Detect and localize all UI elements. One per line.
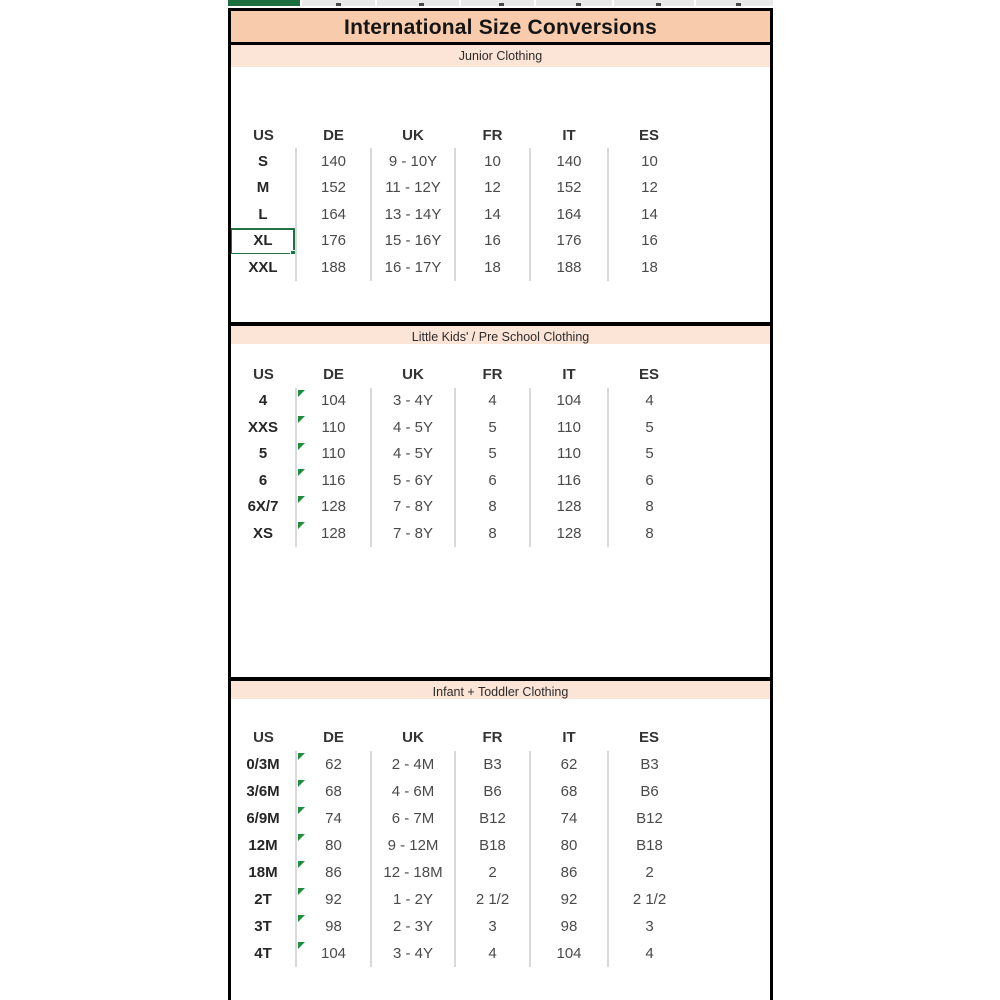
cell-uk[interactable]: 3 - 4Y [371, 940, 455, 967]
table-row [231, 494, 770, 521]
cell-de[interactable]: 68 [296, 778, 371, 805]
cell-de[interactable]: 140 [296, 148, 371, 175]
cell-de[interactable]: 164 [296, 201, 371, 228]
title-cell[interactable]: International Size Conversions [231, 11, 770, 45]
cell-fr[interactable]: 18 [455, 254, 530, 281]
error-flag-icon [298, 416, 305, 423]
cell-us[interactable]: 5 [231, 441, 296, 468]
cell-it[interactable]: 98 [530, 913, 608, 940]
section-header-2[interactable]: Little Kids' / Pre School Clothing [231, 322, 770, 344]
col-header-it[interactable]: IT [562, 729, 576, 746]
cell-us[interactable]: 4 [231, 388, 296, 415]
clipped-text-fragment [736, 3, 741, 6]
cell-us[interactable]: M [231, 175, 296, 202]
empty-cell[interactable] [690, 859, 770, 886]
error-flag-icon [298, 753, 305, 760]
cell-fr[interactable]: 16 [455, 228, 530, 255]
table-row [231, 751, 770, 778]
clipped-top-row [228, 0, 773, 6]
cell-us[interactable]: 3/6M [231, 778, 296, 805]
cell-uk[interactable]: 2 - 3Y [371, 913, 455, 940]
cell-de[interactable]: 128 [296, 520, 371, 547]
cell-it[interactable]: 104 [530, 940, 608, 967]
table-row [231, 940, 770, 967]
clipped-cell[interactable] [614, 0, 694, 6]
empty-cell[interactable] [690, 886, 770, 913]
col-header-uk[interactable]: UK [402, 366, 424, 383]
empty-cell[interactable] [690, 494, 770, 521]
cell-it[interactable]: 152 [530, 175, 608, 202]
cell-es[interactable]: B18 [636, 836, 663, 854]
table-row [231, 201, 770, 228]
table-row [231, 148, 770, 175]
cell-it[interactable]: 104 [530, 388, 608, 415]
table-row [231, 832, 770, 859]
cell-de[interactable]: 152 [296, 175, 371, 202]
cell-fr[interactable]: B18 [455, 832, 530, 859]
error-flag-icon [298, 861, 305, 868]
table-row [231, 414, 770, 441]
cell-it[interactable]: 188 [530, 254, 608, 281]
cell-fr[interactable]: 5 [455, 441, 530, 468]
cell-us[interactable]: XL [231, 228, 296, 255]
clipped-cell[interactable] [696, 0, 773, 6]
cell-it[interactable]: 140 [530, 148, 608, 175]
clipped-cell[interactable] [377, 0, 459, 6]
section-header-3[interactable]: Infant + Toddler Clothing [231, 677, 770, 699]
cell-uk[interactable]: 12 - 18M [371, 859, 455, 886]
cell-es[interactable]: 3 [645, 917, 654, 935]
error-flag-icon [298, 807, 305, 814]
empty-cell[interactable] [690, 441, 770, 468]
cell-es[interactable]: 2 1/2 [632, 890, 667, 908]
clipped-cell[interactable] [536, 0, 612, 6]
empty-cell[interactable] [690, 414, 770, 441]
column-header-row [231, 122, 770, 148]
cell-de[interactable]: 98 [296, 913, 371, 940]
table-row [231, 778, 770, 805]
cell-us[interactable]: 4T [231, 940, 296, 967]
col-header-de[interactable]: DE [323, 366, 344, 383]
cell-us[interactable]: 6/9M [231, 805, 296, 832]
cell-es[interactable]: 8 [645, 524, 654, 542]
cell-it[interactable]: 92 [530, 886, 608, 913]
error-flag-icon [298, 469, 305, 476]
col-header-it[interactable]: IT [562, 126, 576, 144]
conversion-table-2 [231, 362, 771, 547]
cell-us[interactable]: S [231, 148, 296, 175]
cell-es[interactable]: 4 [645, 392, 654, 410]
col-header-de[interactable]: DE [323, 729, 344, 746]
cell-uk[interactable]: 4 - 6M [371, 778, 455, 805]
clipped-cell[interactable] [461, 0, 534, 6]
cell-it[interactable]: 68 [530, 778, 608, 805]
cell-uk[interactable]: 9 - 12M [371, 832, 455, 859]
empty-cell[interactable] [690, 751, 770, 778]
cell-es[interactable]: 5 [645, 445, 654, 463]
cell-es[interactable]: 8 [645, 498, 654, 516]
cell-it[interactable]: 164 [530, 201, 608, 228]
cell-us[interactable]: 6 [231, 467, 296, 494]
cell-it[interactable]: 110 [530, 414, 608, 441]
column-header-row [231, 725, 770, 751]
error-flag-icon [298, 496, 305, 503]
cell-es[interactable]: 6 [645, 471, 654, 489]
cell-es[interactable]: 12 [641, 179, 658, 197]
spreadsheet-region [228, 8, 773, 1000]
col-header-it[interactable]: IT [562, 366, 576, 383]
empty-cell[interactable] [690, 520, 770, 547]
cell-de[interactable]: 74 [296, 805, 371, 832]
cell-de[interactable]: 176 [296, 228, 371, 255]
empty-cell[interactable] [690, 175, 770, 202]
cell-de[interactable]: 116 [296, 467, 371, 494]
cell-us[interactable]: 3T [231, 913, 296, 940]
error-flag-icon [298, 888, 305, 895]
cell-it[interactable]: 74 [530, 805, 608, 832]
cell-fr[interactable]: B3 [455, 751, 530, 778]
cell-us[interactable]: 6X/7 [231, 494, 296, 521]
section-header-1[interactable]: Junior Clothing [231, 45, 770, 67]
cell-fr[interactable]: 3 [455, 913, 530, 940]
empty-rows [231, 547, 770, 677]
empty-cell[interactable] [690, 388, 770, 415]
clipped-text-fragment [656, 3, 661, 6]
col-header-uk[interactable]: UK [402, 126, 424, 144]
cell-fr[interactable]: 4 [455, 388, 530, 415]
cell-es[interactable]: B3 [640, 755, 659, 773]
table-row [231, 388, 770, 415]
empty-cell[interactable] [690, 805, 770, 832]
cell-es[interactable]: 14 [641, 205, 658, 223]
cell-fr[interactable]: 4 [455, 940, 530, 967]
cell-fr[interactable]: 8 [455, 520, 530, 547]
table-row [231, 913, 770, 940]
cell-uk[interactable]: 16 - 17Y [371, 254, 455, 281]
empty-rows [231, 67, 770, 122]
cell-de[interactable]: 92 [296, 886, 371, 913]
clipped-text-fragment [576, 3, 581, 6]
cell-us[interactable]: L [231, 201, 296, 228]
empty-cell[interactable] [690, 254, 770, 281]
col-header-fr[interactable]: FR [482, 126, 503, 144]
table-row [231, 254, 770, 281]
empty-cell[interactable] [690, 201, 770, 228]
error-flag-icon [298, 942, 305, 949]
cell-de[interactable]: 62 [296, 751, 371, 778]
table-row [231, 886, 770, 913]
cell-de[interactable]: 104 [296, 388, 371, 415]
empty-cell[interactable] [690, 228, 770, 255]
cell-fr[interactable]: 5 [455, 414, 530, 441]
clipped-text-fragment [419, 3, 424, 6]
empty-cell[interactable] [690, 913, 770, 940]
cell-de[interactable]: 86 [296, 859, 371, 886]
cell-us[interactable]: 2T [231, 886, 296, 913]
cell-uk[interactable]: 13 - 14Y [371, 201, 455, 228]
cell-us[interactable]: 12M [231, 832, 296, 859]
clipped-cell-green[interactable] [228, 0, 300, 6]
table-row [231, 520, 770, 547]
cell-de[interactable]: 104 [296, 940, 371, 967]
cell-uk[interactable]: 9 - 10Y [371, 148, 455, 175]
cell-it[interactable]: 116 [530, 467, 608, 494]
empty-cell[interactable] [690, 832, 770, 859]
empty-cell[interactable] [690, 122, 770, 148]
cell-it[interactable]: 110 [530, 441, 608, 468]
cell-fr[interactable]: 6 [455, 467, 530, 494]
cell-it[interactable]: 176 [530, 228, 608, 255]
table-row [231, 859, 770, 886]
cell-fr[interactable]: 2 1/2 [455, 886, 530, 913]
col-header-uk[interactable]: UK [402, 729, 424, 746]
cell-it[interactable]: 62 [530, 751, 608, 778]
conversion-table-3 [231, 725, 771, 967]
cell-it[interactable]: 128 [530, 520, 608, 547]
cell-us[interactable]: XXS [231, 414, 296, 441]
col-header-es[interactable]: ES [638, 126, 659, 144]
empty-rows [231, 281, 770, 322]
cell-uk[interactable]: 7 - 8Y [371, 494, 455, 521]
cell-de[interactable]: 128 [296, 494, 371, 521]
cell-de[interactable]: 80 [296, 832, 371, 859]
cell-uk[interactable]: 2 - 4M [371, 751, 455, 778]
error-flag-icon [298, 522, 305, 529]
cell-es[interactable]: 4 [645, 944, 654, 962]
cell-fr[interactable]: 12 [455, 175, 530, 202]
cell-uk[interactable]: 5 - 6Y [371, 467, 455, 494]
cell-fr[interactable]: 10 [455, 148, 530, 175]
cell-es[interactable]: 16 [641, 232, 658, 250]
cell-uk[interactable]: 11 - 12Y [371, 175, 455, 202]
cell-uk[interactable]: 1 - 2Y [371, 886, 455, 913]
empty-cell[interactable] [690, 362, 770, 388]
cell-de[interactable]: 110 [296, 414, 371, 441]
cell-us[interactable]: 18M [231, 859, 296, 886]
cell-es[interactable]: B6 [640, 782, 659, 800]
cell-it[interactable]: 86 [530, 859, 608, 886]
table-row [231, 175, 770, 202]
empty-cell[interactable] [690, 148, 770, 175]
cell-uk[interactable]: 7 - 8Y [371, 520, 455, 547]
clipped-text-fragment [499, 3, 504, 6]
column-header-row [231, 362, 770, 388]
cell-it[interactable]: 128 [530, 494, 608, 521]
error-flag-icon [298, 915, 305, 922]
empty-cell[interactable] [690, 467, 770, 494]
col-header-us[interactable]: US [253, 126, 274, 144]
table-row [231, 228, 770, 255]
table-row [231, 441, 770, 468]
error-flag-icon [298, 834, 305, 841]
cell-us[interactable]: 0/3M [231, 751, 296, 778]
col-header-us[interactable]: US [253, 366, 274, 383]
cell-fr[interactable]: 8 [455, 494, 530, 521]
cell-es[interactable]: 18 [641, 258, 658, 276]
conversion-table-1 [231, 122, 771, 281]
empty-cell[interactable] [690, 725, 770, 751]
cell-fr[interactable]: 14 [455, 201, 530, 228]
col-header-es[interactable]: ES [638, 729, 659, 746]
empty-cell[interactable] [690, 940, 770, 967]
cell-de[interactable]: 188 [296, 254, 371, 281]
cell-uk[interactable]: 6 - 7M [371, 805, 455, 832]
cell-it[interactable]: 80 [530, 832, 608, 859]
cell-uk[interactable]: 3 - 4Y [371, 388, 455, 415]
cell-es[interactable]: 5 [645, 418, 654, 436]
col-header-us[interactable]: US [253, 729, 274, 746]
cell-fr[interactable]: B12 [455, 805, 530, 832]
clipped-cell[interactable] [302, 0, 375, 6]
sections-container [231, 45, 770, 967]
table-row [231, 467, 770, 494]
cell-uk[interactable]: 4 - 5Y [371, 414, 455, 441]
cell-uk[interactable]: 4 - 5Y [371, 441, 455, 468]
cell-es[interactable]: 10 [641, 152, 658, 170]
cell-de[interactable]: 110 [296, 441, 371, 468]
col-header-de[interactable]: DE [323, 126, 344, 144]
empty-cell[interactable] [690, 778, 770, 805]
error-flag-icon [298, 390, 305, 397]
error-flag-icon [298, 780, 305, 787]
table-row [231, 805, 770, 832]
cell-fr[interactable]: 2 [455, 859, 530, 886]
cell-fr[interactable]: B6 [455, 778, 530, 805]
cell-us[interactable]: XS [231, 520, 296, 547]
cell-uk[interactable]: 15 - 16Y [371, 228, 455, 255]
cell-es[interactable]: 2 [645, 863, 654, 881]
cell-us[interactable]: XXL [231, 254, 296, 281]
clipped-text-fragment [336, 3, 341, 6]
col-header-es[interactable]: ES [638, 366, 659, 383]
col-header-fr[interactable]: FR [482, 729, 503, 746]
cell-es[interactable]: B12 [636, 809, 663, 827]
error-flag-icon [298, 443, 305, 450]
col-header-fr[interactable]: FR [482, 366, 503, 383]
selected-cell-outline [231, 228, 295, 255]
